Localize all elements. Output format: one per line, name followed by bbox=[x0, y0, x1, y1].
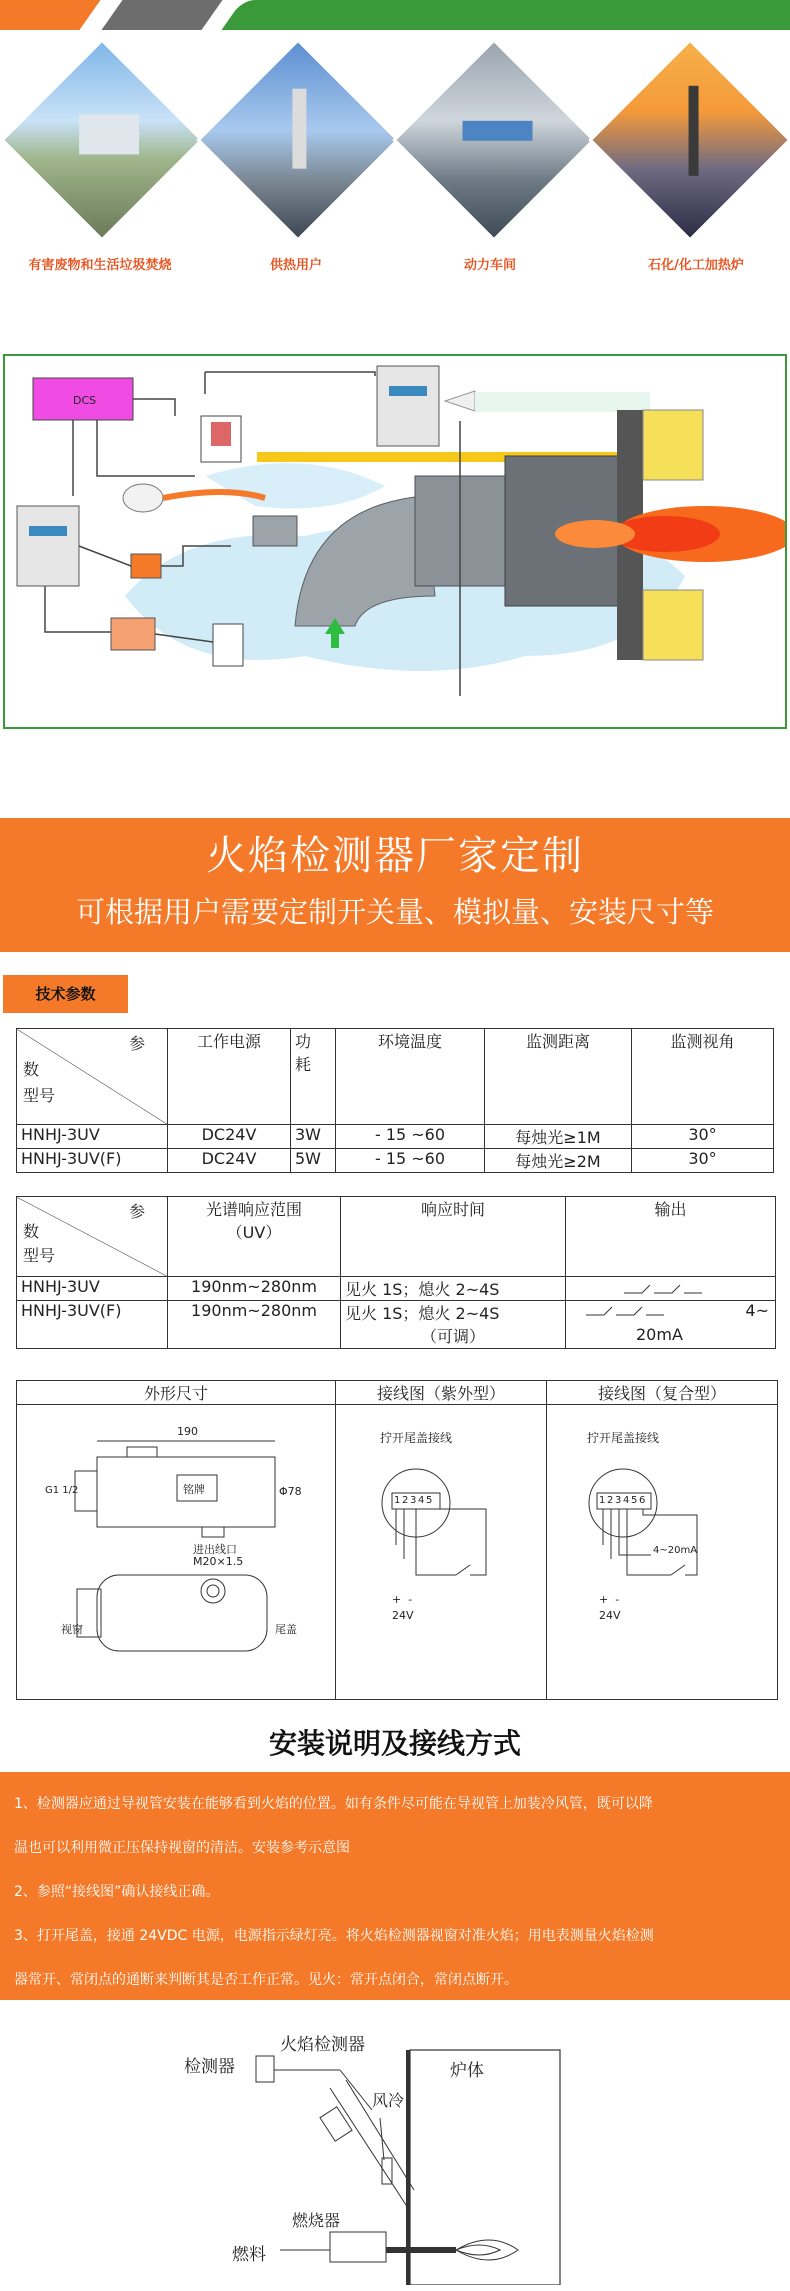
industry-caption-1: 有害废物和生活垃圾焚烧 bbox=[28, 258, 172, 273]
model-param-corner bbox=[17, 1029, 168, 1125]
col-dimensions: 外形尺寸 bbox=[17, 1381, 336, 1405]
table-row: HNHJ-3UV(F) 190nm~280nm 见火 1S；熄火 2~4S （可调） 4~ 20mA bbox=[17, 1301, 776, 1349]
banner-title: 火焰检测器厂家定制 bbox=[206, 833, 584, 879]
schematic-drawing bbox=[5, 356, 785, 727]
banner-stripe-gray bbox=[101, 0, 222, 30]
corner-mid: 数 bbox=[23, 1060, 40, 1079]
instruction-line: 1、检测器应通过导视管安装在能够看到火焰的位置。如有条件尽可能在导视管上加装冷风管，既可以降 bbox=[14, 1796, 653, 1812]
col-wiring-uv: 接线图（紫外型） bbox=[336, 1381, 547, 1405]
model-param-corner-2: 参 数 型号 bbox=[17, 1197, 168, 1277]
heating-plant-photo bbox=[196, 38, 400, 242]
contact-symbol bbox=[586, 1305, 666, 1319]
corner-bottom: 型号 bbox=[23, 1086, 56, 1105]
label-burner: 燃烧器 bbox=[292, 2211, 341, 2230]
install-instructions bbox=[0, 1772, 790, 2000]
banner-stripe-green bbox=[221, 0, 790, 30]
install-title: 安装说明及接线方式 bbox=[268, 1727, 521, 1760]
table-row: HNHJ-3UV 190nm~280nm 见火 1S；熄火 2~4S bbox=[17, 1277, 776, 1301]
wiring-uv-drawing: 拧开尾盖接线 1 2 3 4 5 + - 24V bbox=[336, 1405, 547, 1700]
label-fuel: 燃料 bbox=[232, 2245, 266, 2265]
instruction-line: 3、打开尾盖，接通 24VDC 电源，电源指示绿灯亮。将火焰检测器视窗对准火焰；用电表测量火焰检测 bbox=[14, 1928, 654, 1944]
wiring-mix-drawing: 拧开尾盖接线 1 2 3 4 5 6 4~20mA + - 24V bbox=[547, 1405, 778, 1700]
table-row: HNHJ-3UV(F) DC24V 5W - 15 ~60 每烛光≥2M 30° bbox=[17, 1149, 774, 1173]
install-diagram bbox=[160, 2030, 580, 2285]
label-air-cool: 风冷 bbox=[372, 2091, 405, 2110]
col-power-supply: 工作电源 bbox=[168, 1029, 291, 1125]
industry-caption-4: 石化/化工加热炉 bbox=[648, 258, 744, 273]
col-wiring-mix: 接线图（复合型） bbox=[547, 1381, 778, 1405]
col-response-time: 响应时间 bbox=[341, 1197, 566, 1277]
banner-stripe-orange bbox=[0, 0, 101, 30]
tech-params-tag: 技术参数 bbox=[3, 975, 128, 1013]
drawing-table bbox=[16, 1380, 778, 1700]
banner-subtitle: 可根据用户需要定制开关量、模拟量、安装尺寸等 bbox=[75, 895, 714, 929]
dcs-label: DCS bbox=[73, 394, 97, 407]
wiring-uv-svg bbox=[336, 1405, 546, 1695]
spec-table-1 bbox=[16, 1028, 774, 1173]
custom-banner bbox=[0, 818, 790, 952]
spec-table-2 bbox=[16, 1196, 776, 1349]
petrochemical-furnace-photo bbox=[588, 38, 790, 242]
col-power-consumption: 功 耗 bbox=[291, 1029, 336, 1125]
col-ambient-temp: 环境温度 bbox=[336, 1029, 485, 1125]
table-row: HNHJ-3UV DC24V 3W - 15 ~60 每烛光≥1M 30° bbox=[17, 1125, 774, 1149]
col-distance: 监测距离 bbox=[485, 1029, 632, 1125]
col-output: 输出 bbox=[566, 1197, 776, 1277]
instruction-line: 器常开、常闭点的通断来判断其是否工作正常。见火：常开点闭合，常闭点断开。 bbox=[14, 1972, 518, 1988]
contact-symbol bbox=[624, 1283, 704, 1297]
label-furnace: 炉体 bbox=[450, 2061, 484, 2081]
label-detector: 检测器 bbox=[184, 2057, 235, 2077]
industry-caption-2: 供热用户 bbox=[269, 258, 322, 273]
instruction-line: 温也可以利用微正压保持视窗的清洁。安装参考示意图 bbox=[14, 1840, 350, 1856]
detector-outline-svg bbox=[17, 1405, 335, 1695]
power-workshop-photo bbox=[392, 38, 596, 242]
incinerator-plant-photo bbox=[0, 38, 204, 242]
col-spectrum: 光谱响应范围 （UV） bbox=[168, 1197, 341, 1277]
corner-top: 参 bbox=[128, 1034, 145, 1053]
col-view-angle: 监测视角 bbox=[632, 1029, 774, 1125]
system-schematic bbox=[3, 354, 787, 729]
industry-caption-3: 动力车间 bbox=[463, 258, 516, 273]
instruction-line: 2、参照“接线图”确认接线正确。 bbox=[14, 1884, 220, 1900]
dimension-drawing: 190 G1 1/2 Φ78 铭牌 进出线口 M20×1.5 视窗 尾盖 bbox=[17, 1405, 336, 1700]
label-flame-detector: 火焰检测器 bbox=[280, 2035, 365, 2055]
